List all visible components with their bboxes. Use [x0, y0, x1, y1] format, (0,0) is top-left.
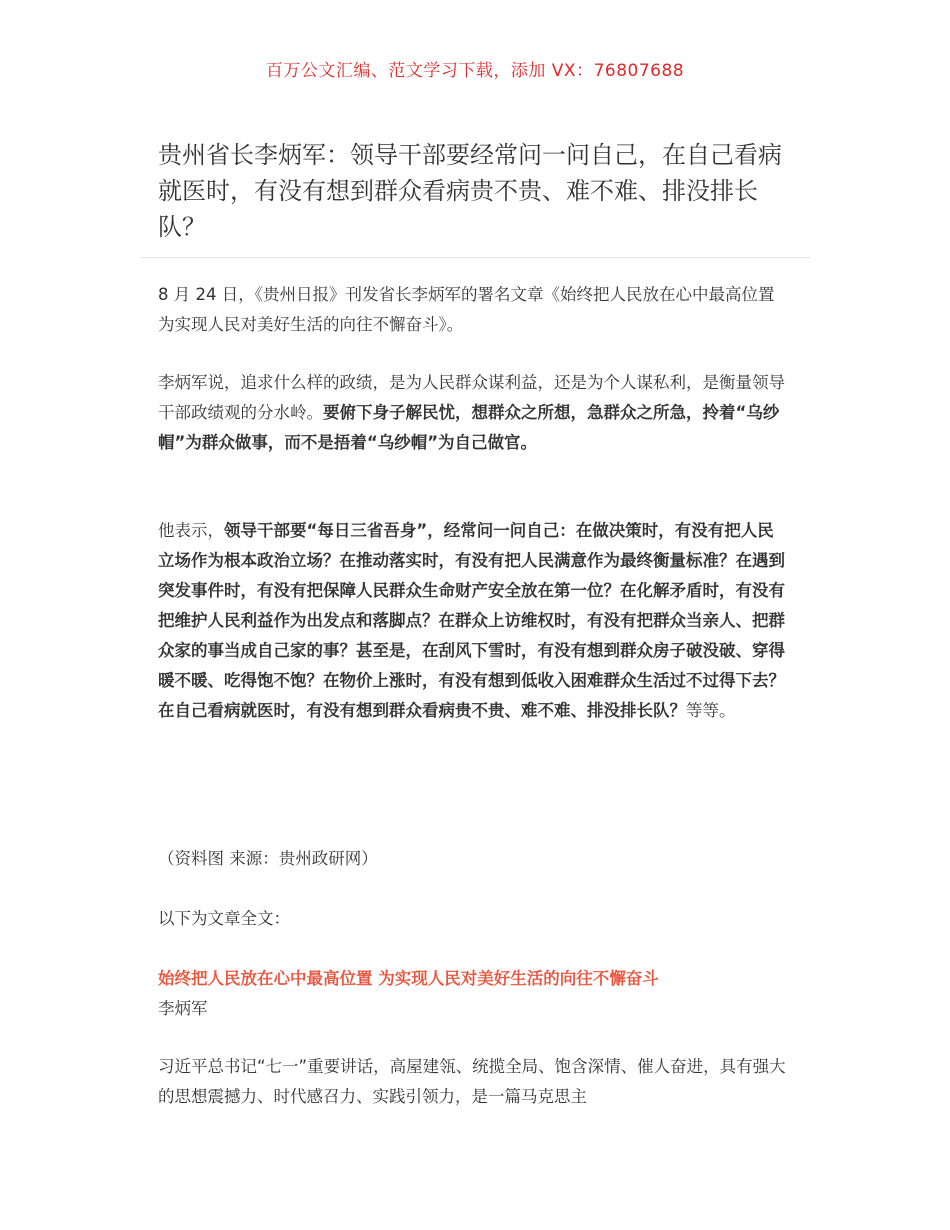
paragraph-self-reflection-end: 等等。 — [686, 701, 736, 720]
paragraph-self-reflection-bold: 领导干部要“每日三省吾身”，经常问一问自己：在做决策时，有没有把人民立场作为根本政治立场？在推动落实时，有没有把人民满意作为最终衡量标准？在遇到突发事件时，有没有把保障人民群众生命财产安全放在第一位？在化解矛盾时，有没有把维护人民利益作为出发点和落脚点？在群众上访维权时，有没有把群众当亲人、把群众家的事当成自己家的事？甚至是，在刮风下雪时，有没有想到群众房子破没破、穿得暖不暖、吃得饱不饱？在物价上涨时，有没有想到低收入困难群众生活过不过得下去？在自己看病就医时，有没有想到群众看病贵不贵、难不难、排没排长队？ — [158, 521, 785, 720]
paragraph-intro: 8 月 24 日，《贵州日报》刊发省长李炳军的署名文章《始终把人民放在心中最高位置 为实现人民对美好生活的向往不懈奋斗》。 — [158, 285, 775, 334]
page-title: 贵州省长李炳军：领导干部要经常问一问自己，在自己看病就医时，有没有想到群众看病贵不贵、难不难、排没排长队？ — [158, 141, 782, 241]
watermark-banner: 百万公文汇编、范文学习下载，添加 VX：76807688 — [265, 61, 685, 81]
paragraph-self-reflection — [158, 516, 788, 726]
image-caption: （资料图 来源：贵州政研网） — [158, 849, 378, 868]
paragraph-achievement-bold: 要俯下身子解民忧，想群众之所想，急群众之所急，拎着“乌纱帽”为群众做事，而不是捂着“乌纱帽”为自己做官。 — [158, 403, 780, 452]
paragraph-achievement-plain: 李炳军说，追求什么样的政绩，是为人民群众谋利益，还是为个人谋私利，是衡量领导干部政绩观的分水岭。 — [158, 373, 785, 422]
fulltext-intro: 以下为文章全文： — [158, 909, 290, 928]
paragraph-achievement — [158, 368, 788, 458]
article-author: 李炳军 — [158, 999, 208, 1018]
paragraph-body-start: 习近平总书记“七一”重要讲话，高屋建瓴、统揽全局、饱含深情、催人奋进，具有强大的思想震撼力、时代感召力、实践引领力，是一篇马克思主 — [158, 1057, 786, 1106]
paragraph-self-reflection-lead: 他表示， — [158, 521, 224, 540]
article-subtitle: 始终把人民放在心中最高位置 为实现人民对美好生活的向往不懈奋斗 — [158, 969, 659, 988]
article-heading-block — [158, 964, 788, 1024]
title-divider — [140, 257, 810, 258]
